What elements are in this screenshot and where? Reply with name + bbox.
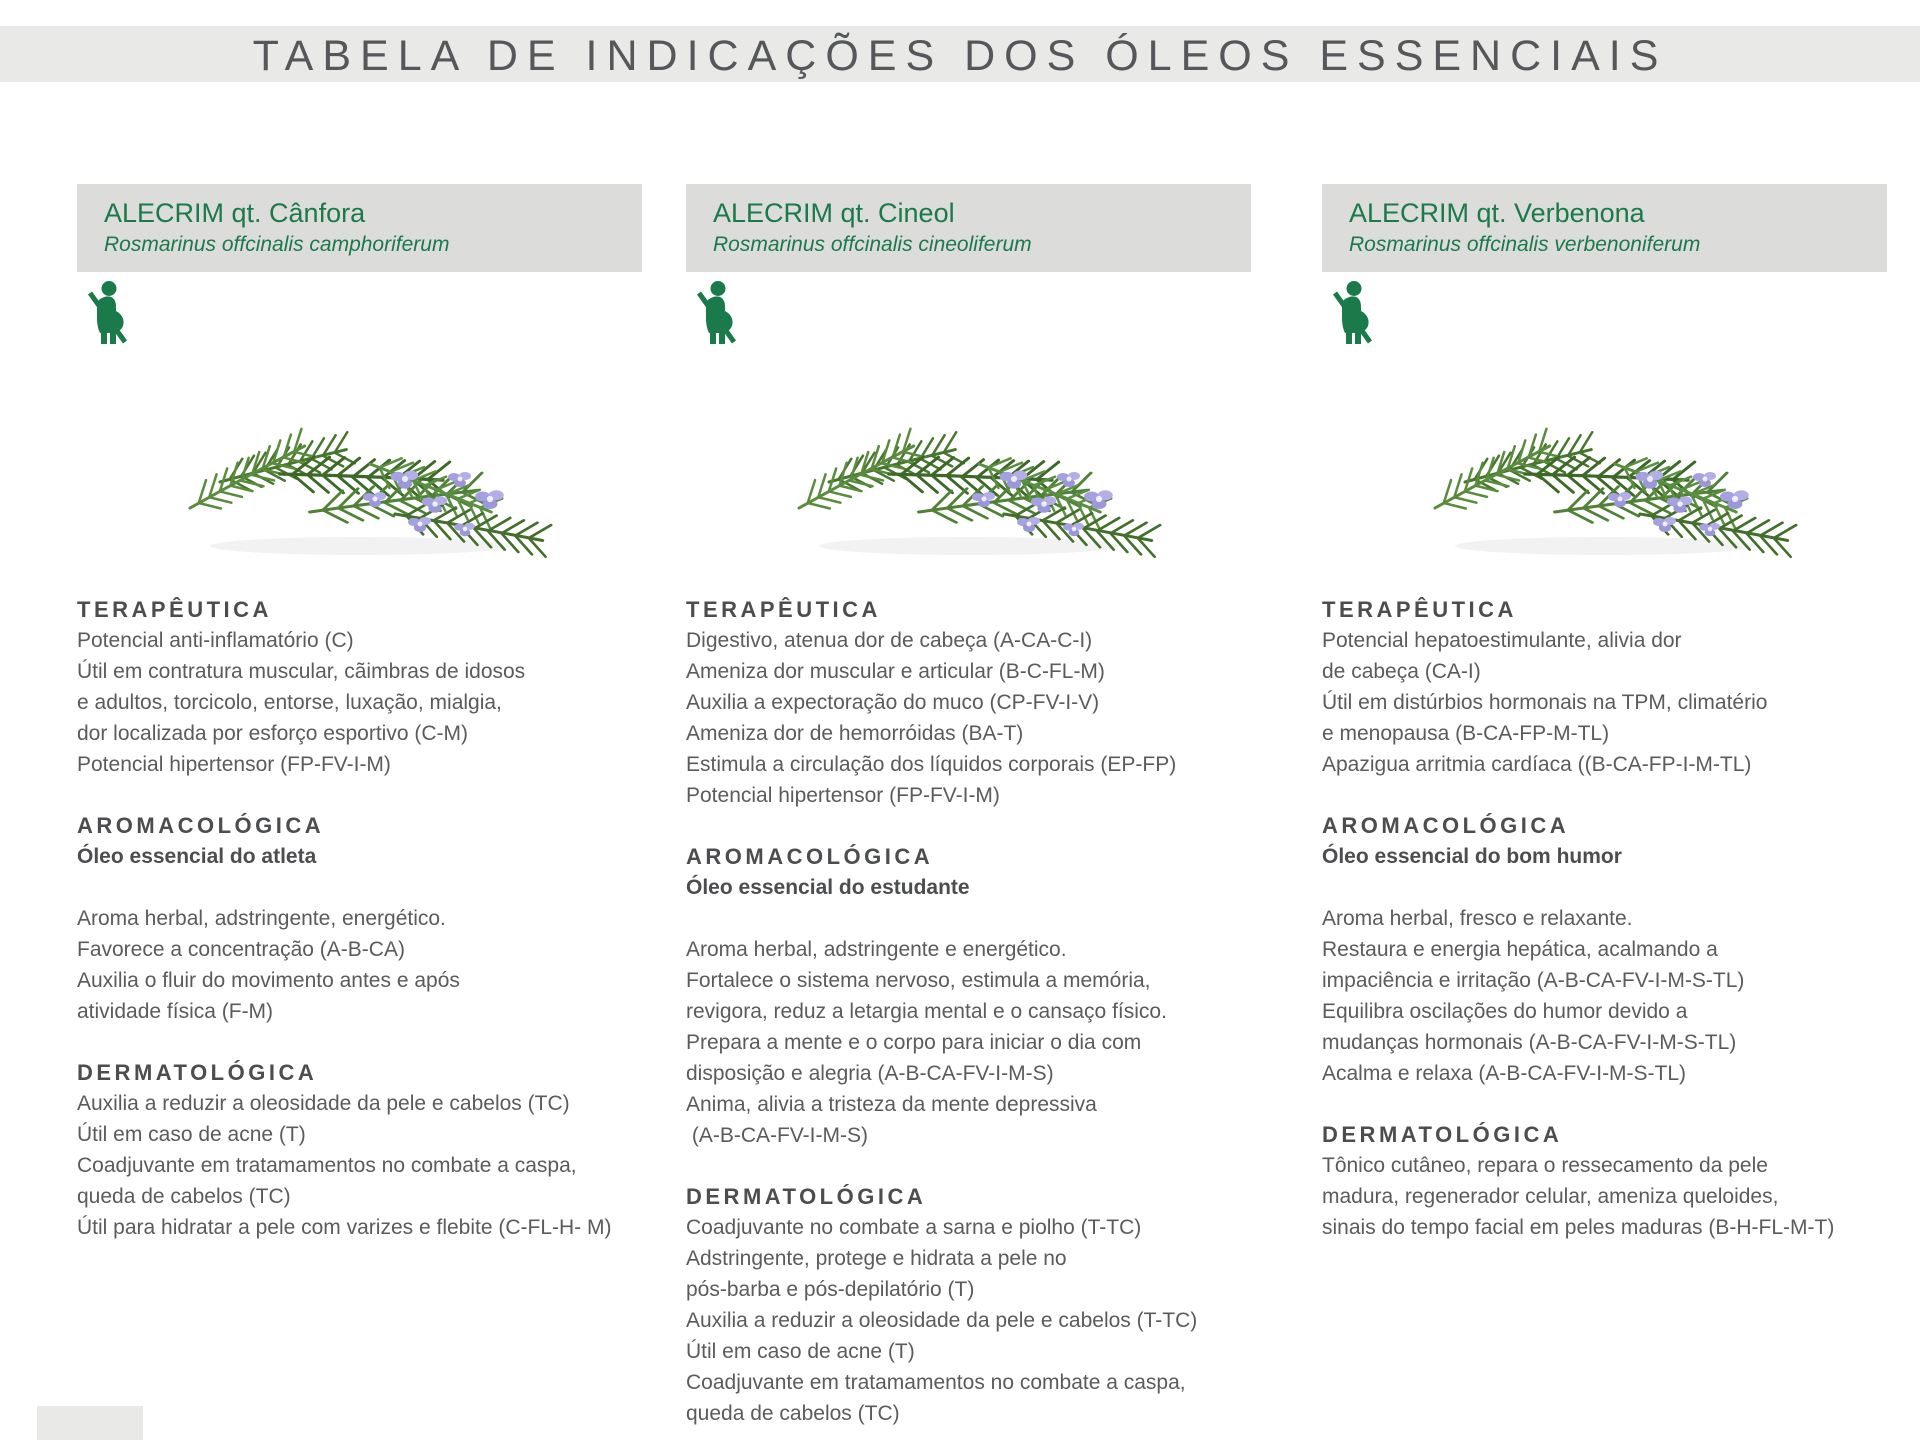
oil-name: ALECRIM qt. Cânfora [104, 198, 366, 228]
section-terapeutica [77, 594, 642, 780]
column-alecrim-cineol [686, 184, 1251, 1429]
text-line: mudanças hormonais (A-B-CA-FV-I-M-S-TL) [1322, 1031, 1737, 1054]
section-lines [686, 1212, 1251, 1429]
section-lines [1322, 625, 1887, 780]
text-line: dor localizada por esforço esportivo (C-M) [77, 722, 468, 745]
section-lines [1322, 1150, 1887, 1243]
text-line: impaciência e irritação (A-B-CA-FV-I-M-S-TL) [1322, 969, 1745, 992]
no-pregnancy-icon [696, 280, 1251, 344]
oil-species: Rosmarinus offcinalis cineoliferum [713, 233, 1032, 256]
rosemary-photo [686, 404, 1251, 564]
rosemary-photo [1322, 404, 1887, 564]
section-terapeutica [686, 594, 1251, 811]
oil-name: ALECRIM qt. Cineol [713, 198, 955, 228]
text-line: revigora, reduz a letargia mental e o cansaço físico. [686, 1000, 1167, 1023]
page-title: TABELA DE INDICAÇÕES DOS ÓLEOS ESSENCIAIS [252, 32, 1668, 80]
section-lines [77, 1088, 642, 1243]
text-line: Auxilia a reduzir a oleosidade da pele e cabelos (TC) [77, 1092, 570, 1115]
text-line: disposição e alegria (A-B-CA-FV-I-M-S) [686, 1062, 1054, 1085]
text-line: Ameniza dor muscular e articular (B-C-FL-M) [686, 660, 1105, 683]
section-aromacologica [1322, 810, 1887, 1089]
rosemary-photo [77, 404, 642, 564]
section-heading: DERMATOLÓGICA [686, 1184, 927, 1209]
text-line: Digestivo, atenua dor de cabeça (A-CA-C-I) [686, 629, 1093, 652]
text-line: queda de cabelos (TC) [77, 1185, 291, 1208]
oil-header [1322, 184, 1887, 272]
section-aromacologica [77, 810, 642, 1027]
section-heading: AROMACOLÓGICA [686, 844, 934, 869]
text-line: Coadjuvante em tratamamentos no combate a caspa, [77, 1154, 577, 1177]
section-subtitle: Óleo essencial do atleta [77, 845, 317, 868]
text-line: Útil para hidratar a pele com varizes e flebite (C-FL-H- M) [77, 1216, 612, 1239]
oil-header [77, 184, 642, 272]
no-pregnancy-icon [1332, 280, 1887, 344]
text-line: e menopausa (B-CA-FP-M-TL) [1322, 722, 1610, 745]
text-line: Útil em distúrbios hormonais na TPM, climatério [1322, 691, 1768, 714]
oil-header [686, 184, 1251, 272]
section-heading: TERAPÊUTICA [77, 597, 272, 622]
text-line: Prepara a mente e o corpo para iniciar o dia com [686, 1031, 1142, 1054]
text-line: sinais do tempo facial em peles maduras (B-H-FL-M-T) [1322, 1216, 1835, 1239]
section-heading: DERMATOLÓGICA [1322, 1122, 1563, 1147]
oil-species: Rosmarinus offcinalis camphoriferum [104, 233, 450, 256]
oil-species: Rosmarinus offcinalis verbenoniferum [1349, 233, 1701, 256]
text-line: Tônico cutâneo, repara o ressecamento da pele [1322, 1154, 1768, 1177]
text-line: Potencial anti-inflamatório (C) [77, 629, 354, 652]
section-dermatologica [686, 1181, 1251, 1429]
section-heading: AROMACOLÓGICA [77, 813, 325, 838]
text-line: Anima, alivia a tristeza da mente depressiva [686, 1093, 1097, 1116]
text-line: Equilibra oscilações do humor devido a [1322, 1000, 1688, 1023]
section-heading: TERAPÊUTICA [686, 597, 881, 622]
text-line: Aroma herbal, fresco e relaxante. [1322, 907, 1633, 930]
section-lines [686, 625, 1251, 811]
text-line: (A-B-CA-FV-I-M-S) [686, 1124, 868, 1147]
text-line: Adstringente, protege e hidrata a pele no [686, 1247, 1067, 1270]
section-heading: TERAPÊUTICA [1322, 597, 1517, 622]
text-line: Útil em caso de acne (T) [686, 1340, 915, 1363]
section-lines [77, 625, 642, 780]
text-line: Útil em caso de acne (T) [77, 1123, 306, 1146]
oil-name: ALECRIM qt. Verbenona [1349, 198, 1645, 228]
text-line: queda de cabelos (TC) [686, 1402, 900, 1425]
text-line: Auxilia a reduzir a oleosidade da pele e cabelos (T-TC) [686, 1309, 1198, 1332]
text-line: e adultos, torcicolo, entorse, luxação, mialgia, [77, 691, 502, 714]
section-dermatologica [77, 1057, 642, 1243]
column-alecrim-verbenona [1322, 184, 1887, 1243]
text-line: Potencial hipertensor (FP-FV-I-M) [77, 753, 391, 776]
section-lines [1322, 903, 1887, 1089]
section-lines [77, 903, 642, 1027]
text-line: Estimula a circulação dos líquidos corporais (EP-FP) [686, 753, 1177, 776]
text-line: Aroma herbal, adstringente e energético. [686, 938, 1067, 961]
no-pregnancy-icon [87, 280, 642, 344]
text-line: Ameniza dor de hemorróidas (BA-T) [686, 722, 1024, 745]
text-line: atividade física (F-M) [77, 1000, 274, 1023]
text-line: Aroma herbal, adstringente, energético. [77, 907, 446, 930]
section-terapeutica [1322, 594, 1887, 780]
text-line: Coadjuvante no combate a sarna e piolho (T-TC) [686, 1216, 1142, 1239]
text-line: Auxilia a expectoração do muco (CP-FV-I-V) [686, 691, 1100, 714]
text-line: pós-barba e pós-depilatório (T) [686, 1278, 975, 1301]
section-subtitle: Óleo essencial do bom humor [1322, 845, 1622, 868]
text-line: Potencial hepatoestimulante, alivia dor [1322, 629, 1682, 652]
text-line: Fortalece o sistema nervoso, estimula a memória, [686, 969, 1151, 992]
section-heading: DERMATOLÓGICA [77, 1060, 318, 1085]
section-dermatologica [1322, 1119, 1887, 1243]
text-line: Coadjuvante em tratamamentos no combate a caspa, [686, 1371, 1186, 1394]
text-line: Acalma e relaxa (A-B-CA-FV-I-M-S-TL) [1322, 1062, 1687, 1085]
section-subtitle: Óleo essencial do estudante [686, 876, 970, 899]
section-aromacologica [686, 841, 1251, 1151]
section-heading: AROMACOLÓGICA [1322, 813, 1570, 838]
text-line: de cabeça (CA-I) [1322, 660, 1481, 683]
text-line: Apazigua arritmia cardíaca ((B-CA-FP-I-M-TL) [1322, 753, 1752, 776]
text-line: madura, regenerador celular, ameniza queloides, [1322, 1185, 1779, 1208]
text-line: Potencial hipertensor (FP-FV-I-M) [686, 784, 1000, 807]
text-line: Auxilia o fluir do movimento antes e após [77, 969, 460, 992]
text-line: Restaura e energia hepática, acalmando a [1322, 938, 1718, 961]
text-line: Favorece a concentração (A-B-CA) [77, 938, 405, 961]
column-alecrim-canfora [77, 184, 642, 1243]
page-corner-strip [37, 1406, 143, 1440]
text-line: Útil em contratura muscular, cãimbras de idosos [77, 660, 526, 683]
section-lines [686, 934, 1251, 1151]
